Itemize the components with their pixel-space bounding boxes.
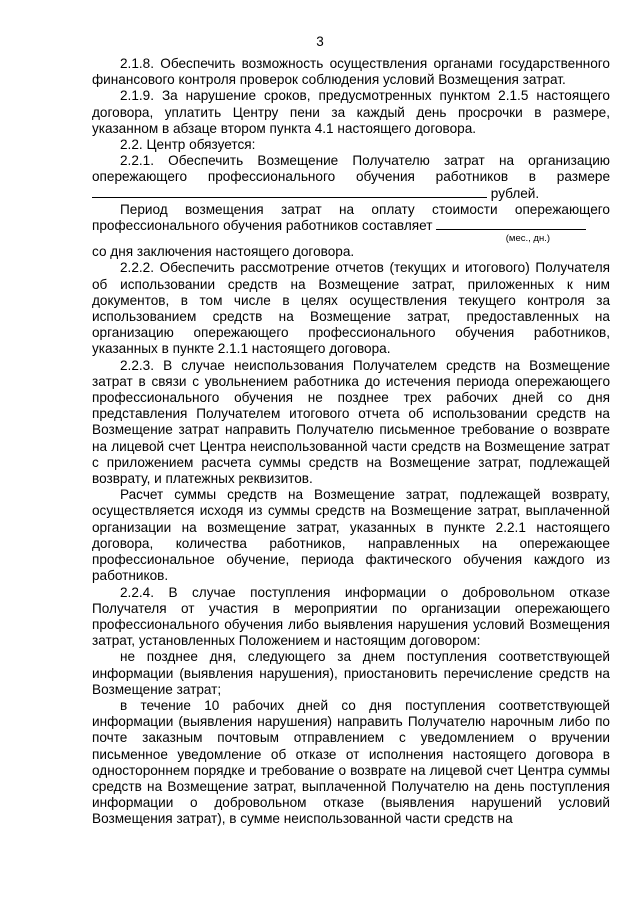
period-tail: со дня заключения настоящего договора. <box>92 244 355 260</box>
period-text: Период возмещения затрат на оплату стоимости опережающего профессионального обучения работников составляет <box>92 201 610 234</box>
clause-2-2-2: 2.2.2. Обеспечить рассмотрение отчетов (текущих и итогового) Получателя об использовании средств на Возмещение затрат, приложенных к ним документов, в том числе в целях осуществления текущего контроля за использованием средств на Возмещение затрат, предоставленных на организацию опережающего профессионального обучения работников, указанных в пункте 2.1.1 настоящего договора. <box>92 260 610 357</box>
clause-2-2-3: 2.2.3. В случае неиспользования Получателем средств на Возмещение затрат в связи с увольнением работника до истечения периода опережающего профессионального обучения не позднее трех рабочих дней со дня представления Получателем итогового отчета об использовании средств на Возмещение затрат направить Получателю письменное требование о возврате на лицевой счет Центра неиспользованной части средств на Возмещение затрат с приложением расчета суммы средств на Возмещение затрат, подлежащей возврату, и платежных реквизитов. <box>92 357 610 487</box>
clause-2-2-4: 2.2.4. В случае поступления информации о добровольном отказе Получателя от участия в мероприятии по организации опережающего профессионального обучения либо выявления нарушения условий Возмещения затрат, установленных Положением и настоящим договором: <box>92 584 610 649</box>
clause-2-2-4-item-2: в течение 10 рабочих дней со дня поступления соответствующей информации (выявления нарушения) направить Получателю нарочным либо по почте заказным почтовым отправлением с уведомлением о вручении письменное уведомление об отказе от исполнения настоящего договора в одностороннем порядке и требование о возврате на лицевой счет Центра суммы средств на Возмещение затрат, выплаченной Получателю на день поступления информации о добровольном отказе (выявления нарушений условий Возмещения затрат), в сумме неиспользованной части средств на <box>92 697 610 827</box>
document-body <box>92 56 610 828</box>
clause-2-1-9: 2.1.9. За нарушение сроков, предусмотренных пунктом 2.1.5 настоящего договора, уплатить Центру пени за каждый день просрочки в размере, указанном в абзаце втором пункта 4.1 настоящего договора. <box>92 88 610 136</box>
clause-2-2-1 <box>92 153 610 202</box>
period-blank-field <box>436 229 586 230</box>
clause-2-1-8: 2.1.8. Обеспечить возможность осуществления органами государственного финансового контроля проверок соблюдения условий Возмещения затрат. <box>92 56 610 88</box>
clause-2-2-4-item-1: не позднее дня, следующего за днем поступления соответствующей информации (выявления нарушения), приостановить перечисление средств на Возмещение затрат; <box>92 649 610 697</box>
clause-2-2-1-text: 2.2.1. Обеспечить Возмещение Получателю затрат на организацию опережающего профессионального обучения работников в размере <box>92 153 610 185</box>
clause-2-2-1-suffix: рублей. <box>490 185 540 201</box>
calculation-paragraph: Расчет суммы средств на Возмещение затрат, подлежащей возврату, осуществляется исходя из суммы средств на Возмещение затрат, выплаченной организации на возмещение затрат, указанных в пункте 2.2.1 настоящего договора, количества работников, направленных на опережающее профессиональное обучение, периода фактического обучения каждого из работников. <box>92 487 610 584</box>
page-number: 3 <box>316 34 324 49</box>
period-paragraph <box>92 202 610 234</box>
amount-blank-field <box>92 197 487 198</box>
period-unit-note: (мес., дн.) <box>505 233 550 245</box>
clause-2-2: 2.2. Центр обязуется: <box>120 137 256 153</box>
